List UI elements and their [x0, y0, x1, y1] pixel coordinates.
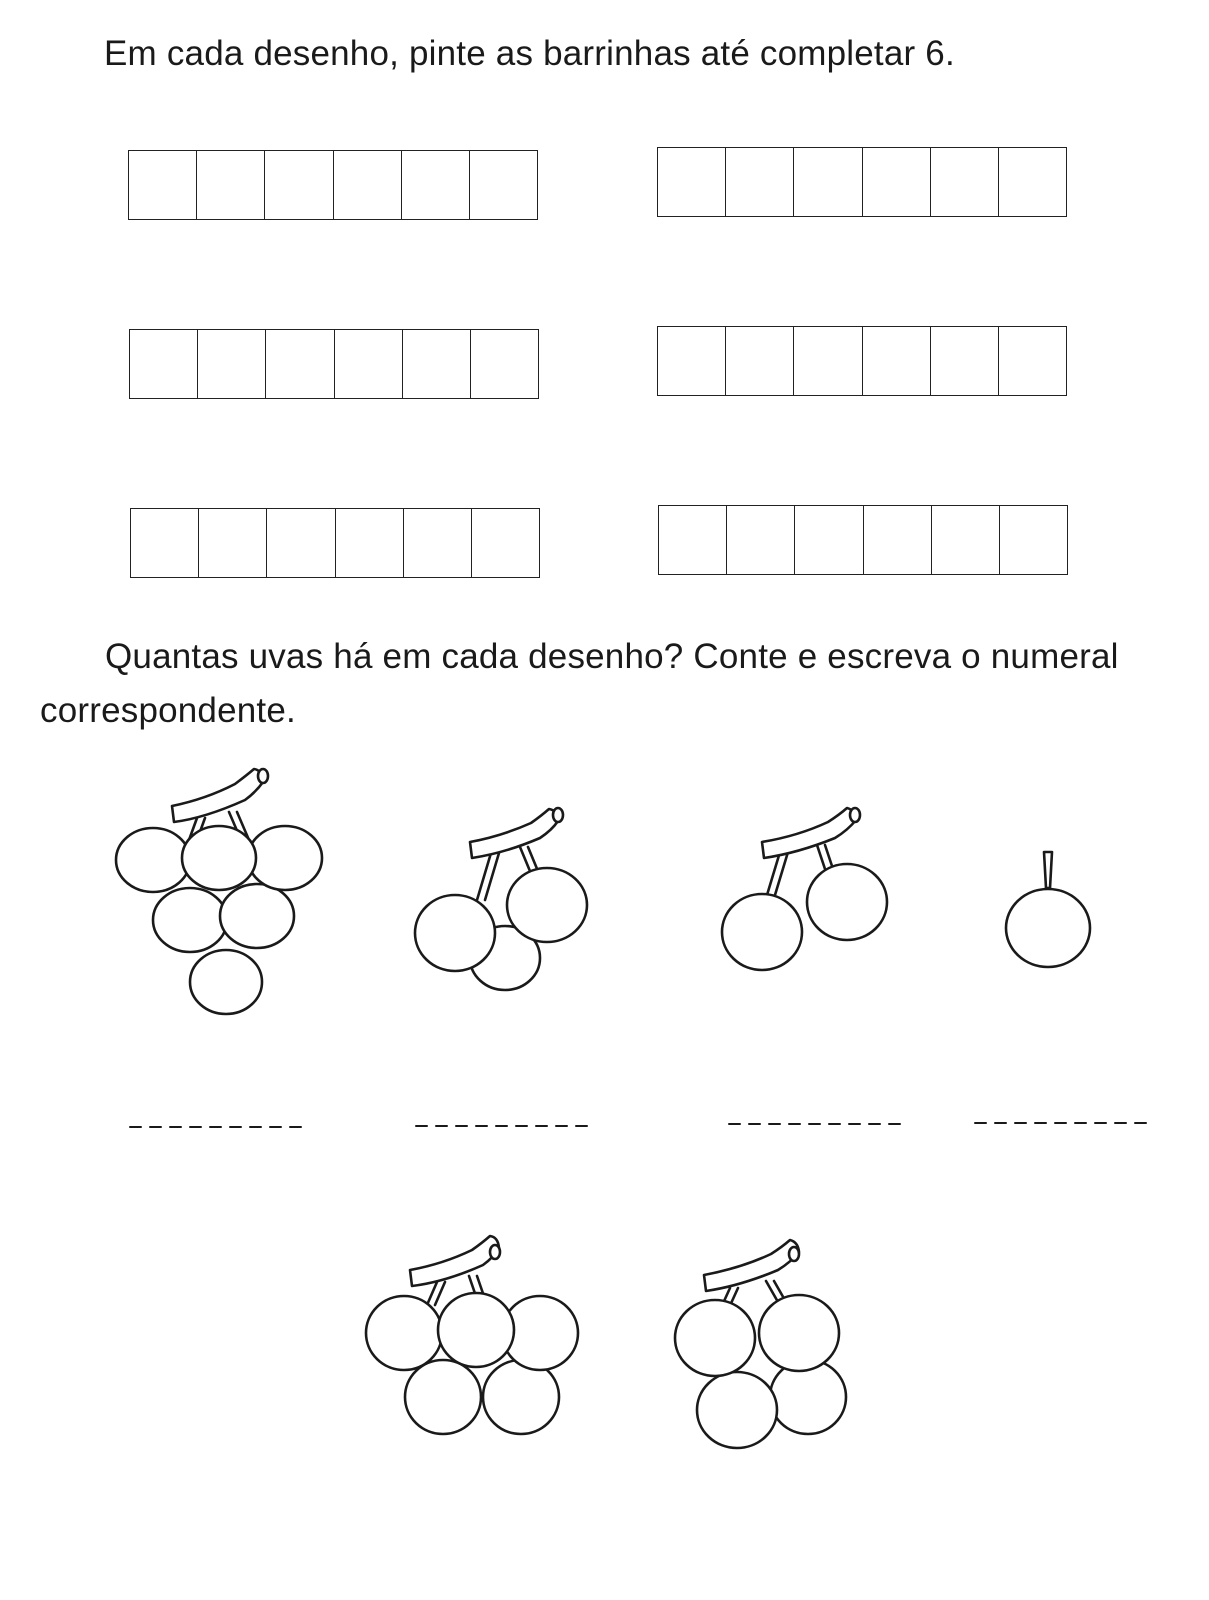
grape-bunch-5: [366, 1236, 578, 1434]
grape-bunch-2: [722, 808, 887, 970]
grape-bunch-6: [116, 769, 322, 1014]
grape-bunch-1: [1006, 852, 1090, 967]
grape-bunch-3: [415, 808, 587, 990]
grape-bunch-4: [675, 1240, 846, 1448]
instruction-count-grapes: Quantas uvas há em cada desenho? Conte e escreva o numeral correspondente.: [40, 637, 1119, 730]
instruction-paint-bars: Em cada desenho, pinte as barrinhas até completar 6.: [104, 34, 955, 73]
